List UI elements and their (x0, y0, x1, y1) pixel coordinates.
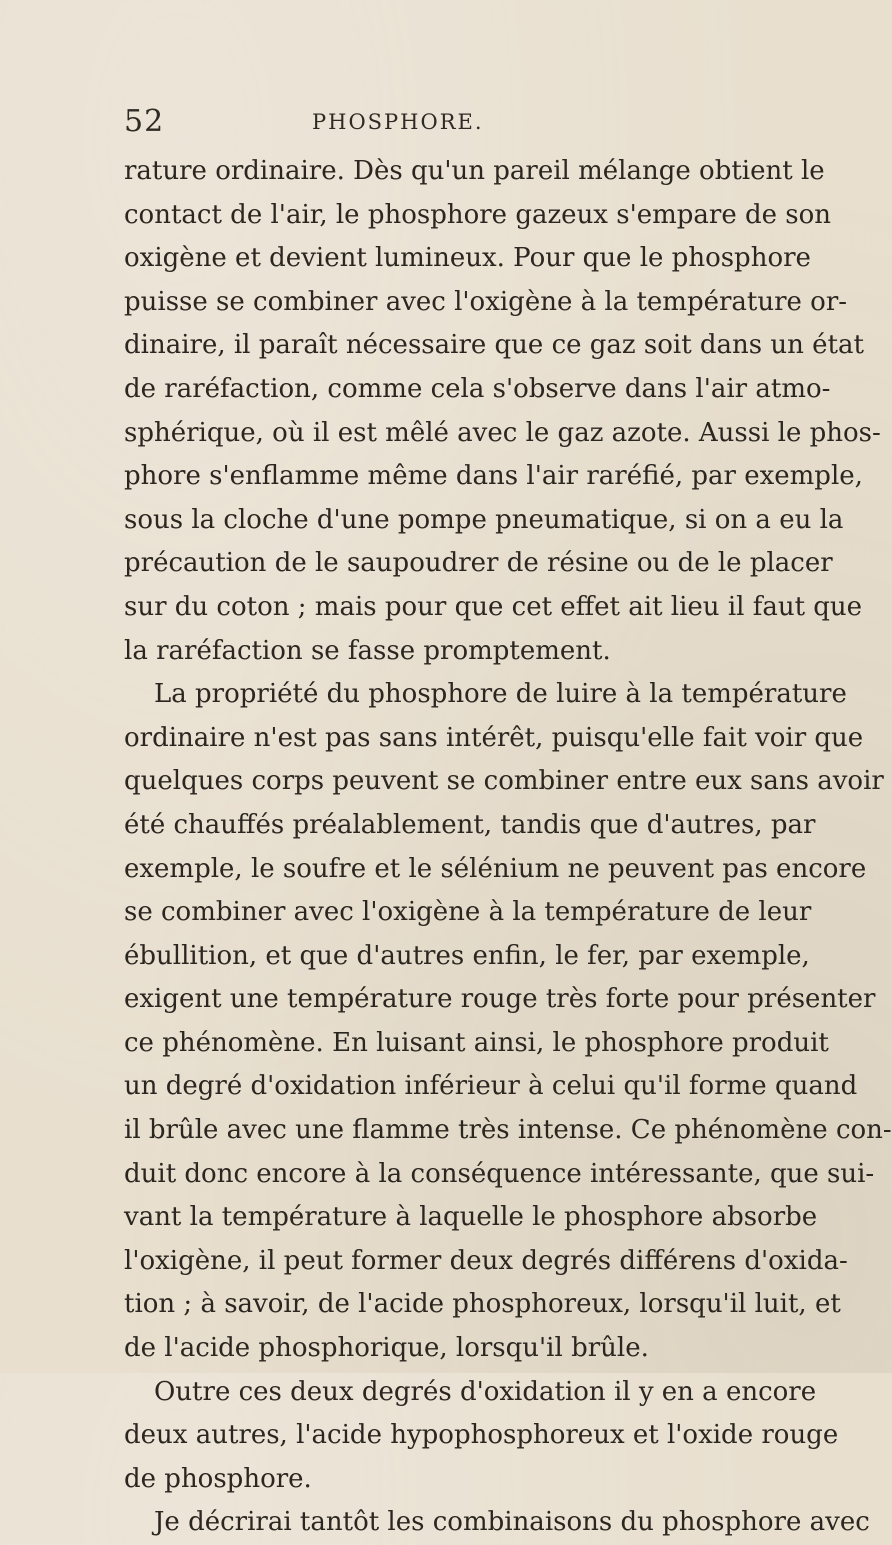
text-line: Je décrirai tantôt les combinaisons du phosphore avec (154, 1507, 870, 1538)
text-line: duit donc encore à la conséquence intéressante, que sui- (124, 1158, 875, 1189)
text-line: tion ; à savoir, de l'acide phosphoreux, lorsqu'il luit, et (124, 1289, 841, 1320)
text-line: été chauffés préalablement, tandis que d'autres, par (124, 809, 816, 840)
page-number: 52 (124, 104, 165, 139)
text-line: sphérique, où il est mêlé avec le gaz azote. Aussi le phos- (124, 417, 881, 448)
text-line: ordinaire n'est pas sans intérêt, puisqu'elle fait voir que (124, 722, 864, 753)
text-line: sur du coton ; mais pour que cet effet ait lieu il faut que (124, 591, 863, 622)
text-line: la raréfaction se fasse promptement. (124, 635, 611, 666)
text-line: rature ordinaire. Dès qu'un pareil mélange obtient le (124, 156, 825, 186)
body-text (124, 150, 892, 1545)
text-line: puisse se combiner avec l'oxigène à la température or- (124, 286, 848, 317)
text-line: quelques corps peuvent se combiner entre eux sans avoir (124, 766, 884, 797)
text-line: de l'acide phosphorique, lorsqu'il brûle. (124, 1333, 649, 1364)
text-line: ébullition, et que d'autres enfin, le fer, par exemple, (124, 940, 810, 971)
running-title: PHOSPHORE. (312, 110, 484, 134)
text-line: exemple, le soufre et le sélénium ne peuvent pas encore (124, 853, 867, 884)
text-line: La propriété du phosphore de luire à la température (154, 679, 847, 710)
text-line: vant la température à laquelle le phosphore absorbe (124, 1202, 818, 1233)
text-line: de raréfaction, comme cela s'observe dans l'air atmo- (124, 373, 831, 404)
text-line: contact de l'air, le phosphore gazeux s'empare de son (124, 199, 832, 230)
running-head (124, 104, 764, 138)
text-line: oxigène et devient lumineux. Pour que le phosphore (124, 243, 811, 274)
text-line: sous la cloche d'une pompe pneumatique, si on a eu la (124, 504, 844, 535)
text-line: il brûle avec une flamme très intense. Ce phénomène con- (124, 1115, 892, 1146)
text-line: de phosphore. (124, 1463, 312, 1494)
text-line: Outre ces deux degrés d'oxidation il y en a encore (154, 1376, 817, 1407)
text-line: un degré d'oxidation inférieur à celui qu'il forme quand (124, 1071, 858, 1102)
text-line: précaution de le saupoudrer de résine ou de le placer (124, 548, 833, 579)
text-line: ce phénomène. En luisant ainsi, le phosphore produit (124, 1027, 829, 1058)
text-line: deux autres, l'acide hypophosphoreux et l'oxide rouge (124, 1420, 839, 1451)
text-line: l'oxigène, il peut former deux degrés différens d'oxida- (124, 1245, 848, 1276)
text-line: phore s'enflamme même dans l'air raréfié, par exemple, (124, 461, 863, 492)
text-line: dinaire, il paraît nécessaire que ce gaz soit dans un état (124, 330, 864, 361)
text-line: exigent une température rouge très forte pour présenter (124, 984, 876, 1015)
text-line: se combiner avec l'oxigène à la température de leur (124, 897, 812, 928)
